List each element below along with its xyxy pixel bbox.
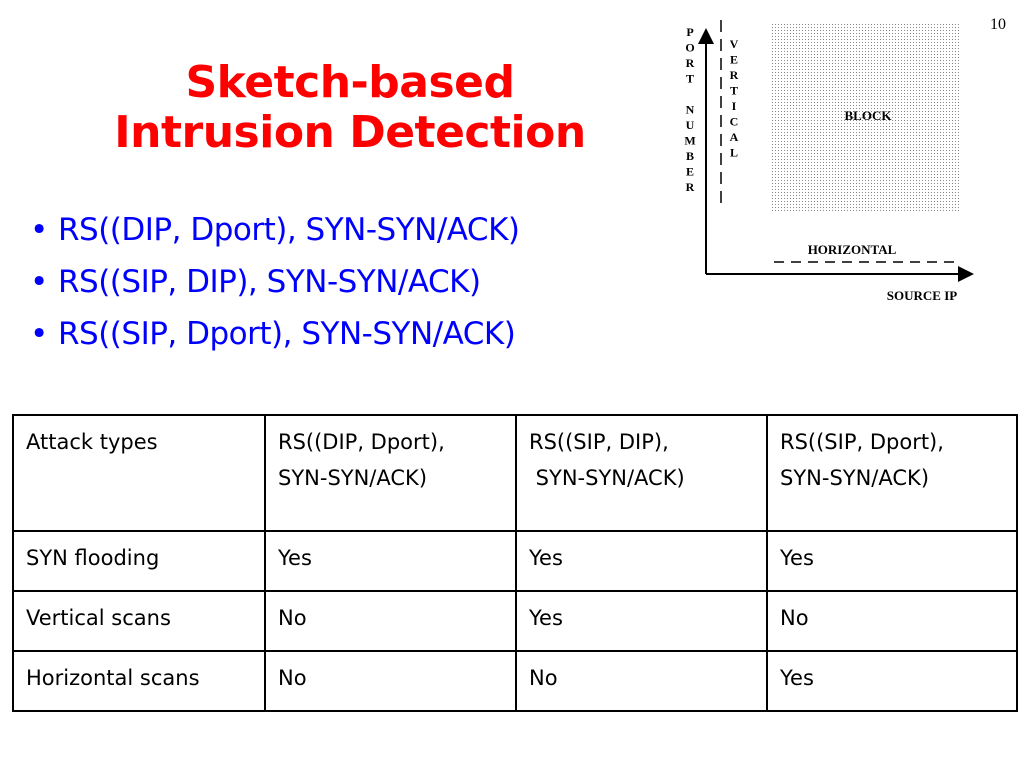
table-row bbox=[13, 591, 1017, 651]
port-number-letter: R bbox=[685, 56, 695, 70]
table-row bbox=[13, 531, 1017, 591]
table-row bbox=[13, 651, 1017, 711]
bullet-glyph: • bbox=[30, 264, 48, 300]
table-cell: No bbox=[265, 591, 516, 651]
header-cell bbox=[516, 415, 767, 531]
x-axis-label: SOURCE IP bbox=[886, 288, 958, 303]
table-header-row bbox=[13, 415, 1017, 531]
table-cell: Yes bbox=[767, 651, 1017, 711]
bullet-text: RS((SIP, Dport), SYN-SYN/ACK) bbox=[58, 316, 516, 352]
header-text: Attack types bbox=[26, 430, 158, 454]
header-text: RS((DIP, Dport), bbox=[278, 430, 445, 454]
vertical-letter: I bbox=[731, 99, 737, 113]
table-cell: No bbox=[516, 651, 767, 711]
header-text: SYN-SYN/ACK) bbox=[529, 466, 685, 490]
port-number-letter: R bbox=[685, 180, 695, 194]
vertical-letter: E bbox=[729, 52, 739, 67]
title-line-1: Sketch-based bbox=[185, 57, 515, 108]
attack-table bbox=[12, 414, 1018, 712]
header-text: SYN-SYN/ACK) bbox=[780, 466, 930, 490]
vertical-letter: L bbox=[729, 145, 739, 160]
table-cell: Yes bbox=[516, 591, 767, 651]
vertical-letter: C bbox=[729, 114, 739, 129]
table-cell: Vertical scans bbox=[13, 591, 265, 651]
port-number-letter: U bbox=[685, 118, 695, 132]
header-cell bbox=[265, 415, 516, 531]
vertical-letter: V bbox=[729, 37, 739, 51]
port-number-letter: B bbox=[685, 149, 695, 163]
vertical-letter: R bbox=[729, 68, 739, 82]
port-number-letter: O bbox=[685, 40, 695, 55]
table-cell: No bbox=[265, 651, 516, 711]
bullet-text: RS((SIP, DIP), SYN-SYN/ACK) bbox=[58, 264, 481, 300]
horizontal-label: HORIZONTAL bbox=[807, 242, 897, 257]
port-number-letter: T bbox=[685, 71, 695, 86]
bullet-glyph: • bbox=[30, 316, 48, 352]
bullet-item bbox=[30, 308, 520, 360]
port-number-label bbox=[684, 25, 695, 194]
header-text: SYN-SYN/ACK) bbox=[278, 466, 428, 490]
vertical-label bbox=[730, 37, 739, 160]
bullet-item bbox=[30, 256, 520, 308]
page-number: 10 bbox=[990, 16, 1006, 33]
title-line-2: Intrusion Detection bbox=[114, 107, 586, 158]
table-cell: Horizontal scans bbox=[13, 651, 265, 711]
table-cell: Yes bbox=[767, 531, 1017, 591]
bullet-glyph: • bbox=[30, 212, 48, 248]
vertical-letter: A bbox=[729, 130, 739, 144]
table-cell: SYN flooding bbox=[13, 531, 265, 591]
block-label: BLOCK bbox=[844, 108, 892, 123]
port-number-letter: P bbox=[686, 25, 694, 39]
header-text: RS((SIP, DIP), bbox=[529, 430, 669, 454]
table-cell: No bbox=[767, 591, 1017, 651]
slide-title bbox=[60, 58, 640, 158]
bullet-list bbox=[30, 204, 520, 360]
header-cell bbox=[767, 415, 1017, 531]
table-cell: Yes bbox=[265, 531, 516, 591]
bullet-text: RS((DIP, Dport), SYN-SYN/ACK) bbox=[58, 212, 520, 248]
vertical-letter: T bbox=[729, 83, 739, 98]
port-number-letter: M bbox=[684, 133, 696, 148]
port-number-letter: N bbox=[685, 102, 695, 117]
table-cell: Yes bbox=[516, 531, 767, 591]
port-number-letter: E bbox=[685, 164, 695, 179]
header-text: RS((SIP, Dport), bbox=[780, 430, 944, 454]
header-cell bbox=[13, 415, 265, 531]
bullet-item bbox=[30, 204, 520, 256]
sketch-diagram bbox=[670, 12, 980, 312]
